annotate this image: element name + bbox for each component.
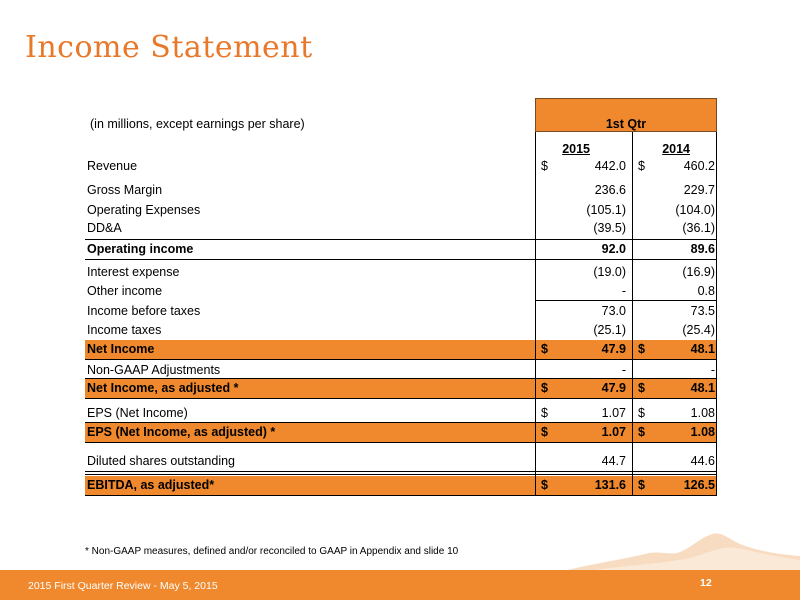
- value-2015: 92.0: [601, 242, 626, 256]
- value-2015: 47.9: [601, 342, 626, 356]
- year-header-2014: 2014: [662, 142, 690, 156]
- row-label: Gross Margin: [87, 183, 163, 197]
- dollar-sign: $: [638, 406, 645, 420]
- dollar-sign: $: [638, 381, 645, 395]
- row-label: Net Income: [87, 342, 155, 356]
- year-header-2015: 2015: [562, 142, 590, 156]
- units-note: (in millions, except earnings per share): [90, 117, 305, 131]
- value-2014: 44.6: [690, 454, 715, 468]
- value-2015: 73.0: [601, 304, 626, 318]
- dollar-sign: $: [541, 478, 548, 492]
- rule-line: [85, 398, 717, 399]
- value-2015: 236.6: [594, 183, 626, 197]
- value-2015: 1.07: [601, 425, 626, 439]
- value-2014: 48.1: [690, 381, 715, 395]
- dollar-sign: $: [638, 478, 645, 492]
- table-row-ebitda-adjusted: [85, 476, 717, 495]
- rule-line: [85, 259, 717, 260]
- table-row: [85, 282, 717, 301]
- value-2015: 131.6: [594, 478, 626, 492]
- row-label: Non-GAAP Adjustments: [87, 363, 221, 377]
- dollar-sign: $: [541, 381, 548, 395]
- rule-line: [535, 300, 717, 301]
- table-row: [85, 321, 717, 340]
- rule-line: [85, 359, 717, 360]
- page-number: 12: [700, 577, 712, 589]
- table-row: [85, 219, 717, 238]
- table-row: [85, 452, 717, 471]
- footnote: * Non-GAAP measures, defined and/or reconciled to GAAP in Appendix and slide 10: [85, 546, 459, 557]
- value-2015: -: [621, 284, 626, 298]
- rule-line: [85, 495, 717, 496]
- value-2014: 1.08: [690, 425, 715, 439]
- value-2015: (39.5): [593, 221, 626, 235]
- value-2015: (25.1): [593, 323, 626, 337]
- value-2015: 47.9: [601, 381, 626, 395]
- value-2014: 73.5: [690, 304, 715, 318]
- row-label: EPS (Net Income, as adjusted) *: [87, 425, 276, 439]
- value-2014: (36.1): [682, 221, 715, 235]
- table-row: [85, 263, 717, 282]
- dollar-sign: $: [541, 342, 548, 356]
- value-2015: 1.07: [601, 406, 626, 420]
- value-2014: 229.7: [683, 183, 715, 197]
- value-2014: -: [710, 363, 715, 377]
- value-2014: 126.5: [683, 478, 715, 492]
- footer-text: 2015 First Quarter Review - May 5, 2015: [28, 580, 218, 592]
- table-row-operating-income: [85, 240, 717, 259]
- value-2014: 460.2: [683, 159, 715, 173]
- dollar-sign: $: [541, 425, 548, 439]
- rule-line: [85, 442, 717, 443]
- value-2015: (19.0): [593, 265, 626, 279]
- row-label: Net Income, as adjusted *: [87, 381, 239, 395]
- value-2015: (105.1): [586, 203, 626, 217]
- table-row-net-income-adjusted: [85, 379, 717, 398]
- table-row: [85, 157, 717, 176]
- rule-line: [85, 239, 717, 240]
- table-row: [85, 404, 717, 423]
- value-2014: (25.4): [682, 323, 715, 337]
- rule-line: [85, 471, 717, 472]
- table-row: [85, 181, 717, 200]
- row-label: DD&A: [87, 221, 122, 235]
- value-2014: 48.1: [690, 342, 715, 356]
- row-label: Income taxes: [87, 323, 162, 337]
- value-2015: 442.0: [594, 159, 626, 173]
- footer-bar: [0, 570, 800, 600]
- value-2014: (16.9): [682, 265, 715, 279]
- value-2014: 1.08: [690, 406, 715, 420]
- decorative-hills-graphic: [560, 520, 800, 572]
- table-row: [85, 201, 717, 220]
- table-row-eps-adjusted: [85, 423, 717, 442]
- period-header: 1st Qtr: [605, 117, 647, 131]
- value-2014: 0.8: [697, 284, 715, 298]
- row-label: Income before taxes: [87, 304, 201, 318]
- value-2015: 44.7: [601, 454, 626, 468]
- dollar-sign: $: [638, 342, 645, 356]
- value-2015: -: [621, 363, 626, 377]
- rule-line: [85, 474, 717, 475]
- slide-title: Income Statement: [25, 30, 313, 65]
- table-row: [85, 302, 717, 321]
- rule-line: [85, 422, 717, 423]
- row-label: Interest expense: [87, 265, 180, 279]
- value-2014: 89.6: [690, 242, 715, 256]
- row-label: Other income: [87, 284, 163, 298]
- row-label: Operating Expenses: [87, 203, 201, 217]
- dollar-sign: $: [541, 406, 548, 420]
- value-2014: (104.0): [675, 203, 715, 217]
- row-label: Revenue: [87, 159, 138, 173]
- rule-line: [85, 378, 717, 379]
- row-label: EBITDA, as adjusted*: [87, 478, 215, 492]
- row-label: EPS (Net Income): [87, 406, 188, 420]
- dollar-sign: $: [638, 159, 645, 173]
- row-label: Operating income: [87, 242, 194, 256]
- row-label: Diluted shares outstanding: [87, 454, 236, 468]
- dollar-sign: $: [541, 159, 548, 173]
- dollar-sign: $: [638, 425, 645, 439]
- table-row-net-income: [85, 340, 717, 359]
